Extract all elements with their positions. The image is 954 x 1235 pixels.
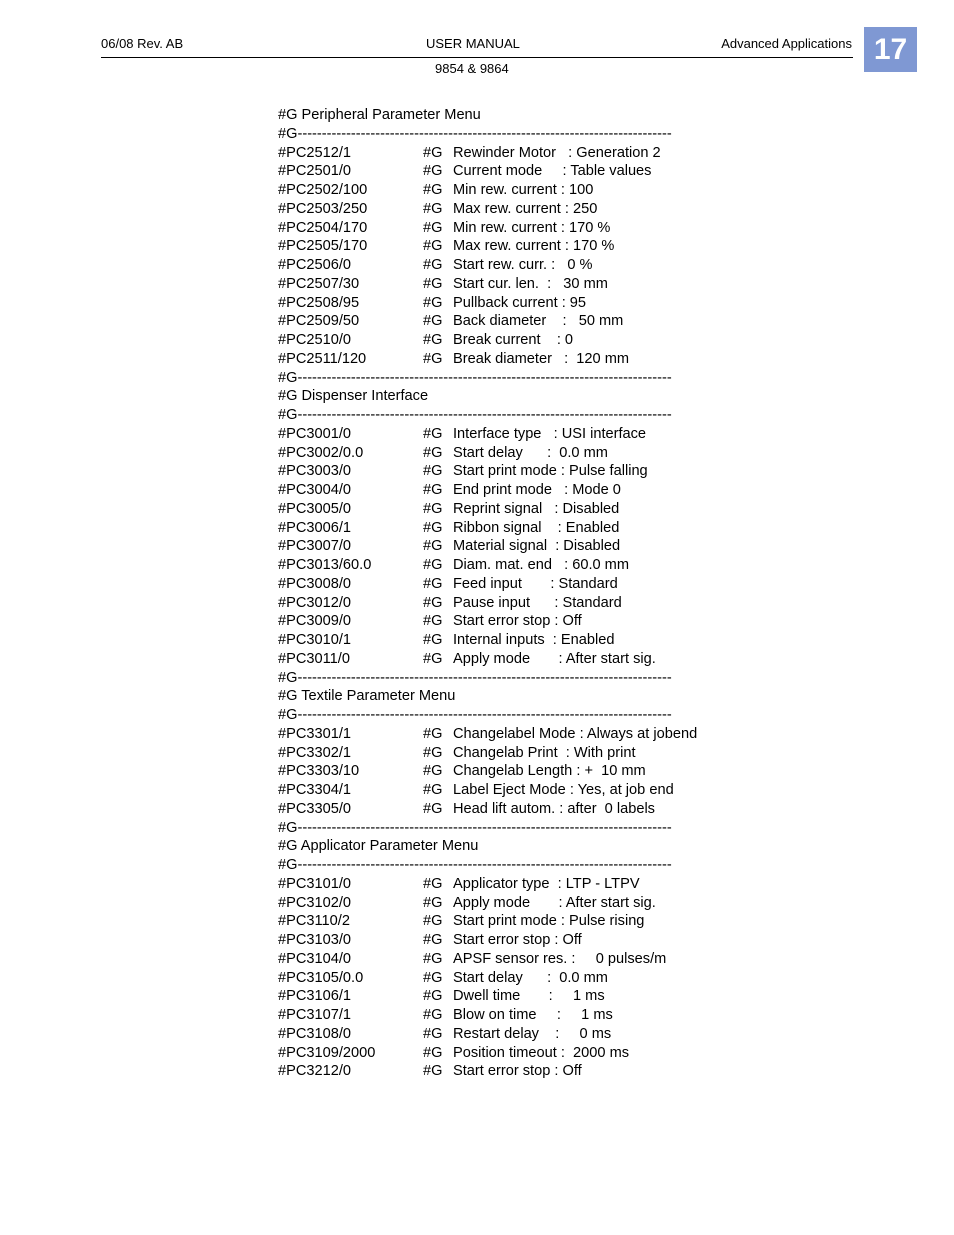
parameter-description: Apply mode : After start sig. bbox=[453, 650, 656, 667]
comment-marker: #G bbox=[423, 350, 443, 367]
parameter-description: Ribbon signal : Enabled bbox=[453, 519, 620, 536]
comment-marker: #G bbox=[423, 219, 443, 236]
comment-marker: #G bbox=[423, 875, 443, 892]
parameter-code: #PC3007/0 bbox=[278, 538, 352, 555]
parameter-code: #PC2505/170 bbox=[278, 238, 368, 255]
parameter-description: Changelabel Mode : Always at jobend bbox=[453, 725, 698, 742]
comment-marker: #G bbox=[423, 1063, 443, 1080]
comment-marker: #G bbox=[423, 275, 443, 292]
parameter-description: Pause input : Standard bbox=[453, 594, 622, 611]
comment-marker: #G bbox=[423, 913, 443, 930]
parameter-description: Start print mode : Pulse falling bbox=[453, 463, 648, 480]
comment-marker: #G bbox=[423, 950, 443, 967]
page-number-badge: 17 bbox=[864, 27, 917, 72]
parameter-description: Rewinder Motor : Generation 2 bbox=[453, 144, 661, 161]
parameter-description: End print mode : Mode 0 bbox=[453, 482, 621, 498]
parameter-description: Reprint signal : Disabled bbox=[453, 500, 620, 517]
comment-marker: #G bbox=[423, 444, 443, 461]
parameter-code: #PC3009/0 bbox=[278, 613, 352, 630]
parameter-code: #PC2504/170 bbox=[278, 219, 368, 236]
section-title-text: #G Textile Parameter Menu bbox=[278, 688, 456, 705]
parameter-code: #PC3001/0 bbox=[278, 425, 352, 442]
parameter-description: Start error stop : Off bbox=[453, 613, 582, 630]
parameter-code: #PC2508/95 bbox=[278, 294, 360, 311]
parameter-code: #PC3006/1 bbox=[278, 519, 352, 536]
comment-marker: #G bbox=[423, 800, 443, 817]
parameter-description: Max rew. current : 250 bbox=[453, 200, 598, 217]
header-section: Advanced Applications bbox=[721, 36, 852, 51]
parameter-code: #PC3010/1 bbox=[278, 632, 352, 648]
parameter-code: #PC3011/0 bbox=[278, 650, 350, 667]
parameter-description: Label Eject Mode : Yes, at job end bbox=[453, 782, 674, 798]
comment-marker: #G bbox=[423, 332, 443, 348]
parameter-code: #PC3305/0 bbox=[278, 800, 352, 817]
parameter-code: #PC3101/0 bbox=[278, 875, 352, 892]
parameter-code: #PC3104/0 bbox=[278, 950, 352, 967]
comment-marker: #G bbox=[423, 557, 443, 573]
parameter-description: Applicator type : LTP - LTPV bbox=[453, 875, 640, 892]
parameter-description: Feed input : Standard bbox=[453, 575, 618, 592]
comment-marker: #G bbox=[423, 238, 443, 255]
parameter-code: #PC3108/0 bbox=[278, 1025, 352, 1042]
comment-marker: #G bbox=[423, 182, 443, 198]
parameter-code: #PC2511/120 bbox=[278, 350, 367, 367]
parameter-code: #PC3105/0.0 bbox=[278, 969, 364, 986]
parameter-code: #PC3005/0 bbox=[278, 500, 352, 517]
parameter-code: #PC2506/0 bbox=[278, 257, 352, 273]
parameter-description: Dwell time : 1 ms bbox=[453, 988, 605, 1005]
parameter-description: Back diameter : 50 mm bbox=[453, 313, 624, 330]
comment-marker: #G bbox=[423, 425, 443, 442]
parameter-code: #PC3103/0 bbox=[278, 932, 352, 948]
parameter-code: #PC3107/1 bbox=[278, 1007, 352, 1023]
parameter-code: #PC3003/0 bbox=[278, 463, 352, 480]
parameter-description: Break diameter : 120 mm bbox=[453, 350, 630, 367]
parameter-code: #PC3008/0 bbox=[278, 575, 352, 592]
parameter-description: Max rew. current : 170 % bbox=[453, 238, 615, 255]
parameter-code: #PC3102/0 bbox=[278, 894, 352, 911]
comment-marker: #G bbox=[423, 500, 443, 517]
parameter-code: #PC3304/1 bbox=[278, 782, 352, 798]
comment-marker: #G bbox=[423, 519, 443, 536]
parameter-description: Internal inputs : Enabled bbox=[453, 632, 615, 648]
parameter-code: #PC3004/0 bbox=[278, 482, 352, 498]
comment-marker: #G bbox=[423, 744, 443, 761]
separator-text: #G----------------------------------------------------------------------------- bbox=[278, 369, 672, 386]
parameter-code: #PC2512/1 bbox=[278, 144, 352, 161]
comment-marker: #G bbox=[423, 163, 443, 180]
parameter-description: Material signal : Disabled bbox=[453, 538, 621, 555]
comment-marker: #G bbox=[423, 257, 443, 273]
comment-marker: #G bbox=[423, 1025, 443, 1042]
parameter-description: Restart delay : 0 ms bbox=[453, 1025, 612, 1042]
parameter-code: #PC2507/30 bbox=[278, 275, 360, 292]
comment-marker: #G bbox=[423, 294, 443, 311]
parameter-description: Blow on time : 1 ms bbox=[453, 1007, 613, 1023]
header-models: 9854 & 9864 bbox=[435, 61, 509, 76]
comment-marker: #G bbox=[423, 538, 443, 555]
parameter-description: Start delay : 0.0 mm bbox=[453, 969, 608, 986]
comment-marker: #G bbox=[423, 200, 443, 217]
comment-marker: #G bbox=[423, 313, 443, 330]
comment-marker: #G bbox=[423, 1007, 443, 1023]
parameter-code: #PC3109/2000 bbox=[278, 1044, 376, 1061]
parameter-description: Current mode : Table values bbox=[453, 163, 652, 180]
comment-marker: #G bbox=[423, 144, 443, 161]
comment-marker: #G bbox=[423, 613, 443, 630]
parameter-code: #PC3002/0.0 bbox=[278, 444, 364, 461]
parameter-description: Pullback current : 95 bbox=[453, 294, 587, 311]
comment-marker: #G bbox=[423, 763, 443, 780]
parameter-code: #PC2509/50 bbox=[278, 313, 360, 330]
parameter-code: #PC3212/0 bbox=[278, 1063, 352, 1080]
parameter-description: Position timeout : 2000 ms bbox=[453, 1044, 630, 1061]
header-title: USER MANUAL bbox=[426, 36, 520, 51]
section-title-text: #G Dispenser Interface bbox=[278, 388, 429, 405]
parameter-description: Apply mode : After start sig. bbox=[453, 894, 656, 911]
comment-marker: #G bbox=[423, 894, 443, 911]
separator-text: #G----------------------------------------------------------------------------- bbox=[278, 819, 672, 836]
parameter-description: Start rew. curr. : 0 % bbox=[453, 257, 593, 273]
parameter-code: #PC3110/2 bbox=[278, 913, 350, 930]
comment-marker: #G bbox=[423, 932, 443, 948]
header-revision: 06/08 Rev. AB bbox=[101, 36, 184, 51]
parameter-code: #PC2510/0 bbox=[278, 332, 352, 348]
separator-text: #G----------------------------------------------------------------------------- bbox=[278, 407, 672, 423]
comment-marker: #G bbox=[423, 463, 443, 480]
parameter-description: Start cur. len. : 30 mm bbox=[453, 275, 608, 292]
separator-text: #G----------------------------------------------------------------------------- bbox=[278, 707, 672, 723]
separator-text: #G----------------------------------------------------------------------------- bbox=[278, 857, 672, 873]
parameter-description: Changelab Length : + 10 mm bbox=[453, 763, 646, 780]
parameter-description: Changelab Print : With print bbox=[453, 744, 636, 761]
parameter-code: #PC2501/0 bbox=[278, 163, 352, 180]
parameter-description: APSF sensor res. : 0 pulses/m bbox=[453, 950, 667, 967]
parameter-code: #PC3301/1 bbox=[278, 725, 352, 742]
parameter-code: #PC3012/0 bbox=[278, 594, 352, 611]
parameter-description: Start delay : 0.0 mm bbox=[453, 444, 608, 461]
parameter-code: #PC3013/60.0 bbox=[278, 557, 372, 573]
parameter-description: Start error stop : Off bbox=[453, 932, 582, 948]
comment-marker: #G bbox=[423, 988, 443, 1005]
parameter-description: Start print mode : Pulse rising bbox=[453, 913, 645, 930]
parameter-code: #PC3303/10 bbox=[278, 763, 360, 780]
parameter-code: #PC3106/1 bbox=[278, 988, 352, 1005]
comment-marker: #G bbox=[423, 594, 443, 611]
parameter-description: Min rew. current : 170 % bbox=[453, 219, 611, 236]
parameter-code: #PC2503/250 bbox=[278, 200, 368, 217]
parameter-description: Head lift autom. : after 0 labels bbox=[453, 800, 655, 817]
parameter-description: Diam. mat. end : 60.0 mm bbox=[453, 557, 629, 573]
parameter-description: Interface type : USI interface bbox=[453, 425, 647, 442]
section-title-text: #G Peripheral Parameter Menu bbox=[278, 107, 481, 123]
header-rule bbox=[101, 57, 853, 58]
parameter-code: #PC3302/1 bbox=[278, 744, 352, 761]
comment-marker: #G bbox=[423, 782, 443, 798]
comment-marker: #G bbox=[423, 482, 443, 498]
comment-marker: #G bbox=[423, 725, 443, 742]
parameter-description: Start error stop : Off bbox=[453, 1063, 582, 1080]
separator-text: #G----------------------------------------------------------------------------- bbox=[278, 125, 672, 142]
comment-marker: #G bbox=[423, 1044, 443, 1061]
comment-marker: #G bbox=[423, 650, 443, 667]
comment-marker: #G bbox=[423, 575, 443, 592]
parameter-description: Break current : 0 bbox=[453, 332, 574, 348]
parameter-code: #PC2502/100 bbox=[278, 182, 368, 198]
parameter-description: Min rew. current : 100 bbox=[453, 182, 594, 198]
comment-marker: #G bbox=[423, 969, 443, 986]
comment-marker: #G bbox=[423, 632, 443, 648]
section-title-text: #G Applicator Parameter Menu bbox=[278, 838, 479, 855]
separator-text: #G----------------------------------------------------------------------------- bbox=[278, 669, 672, 686]
